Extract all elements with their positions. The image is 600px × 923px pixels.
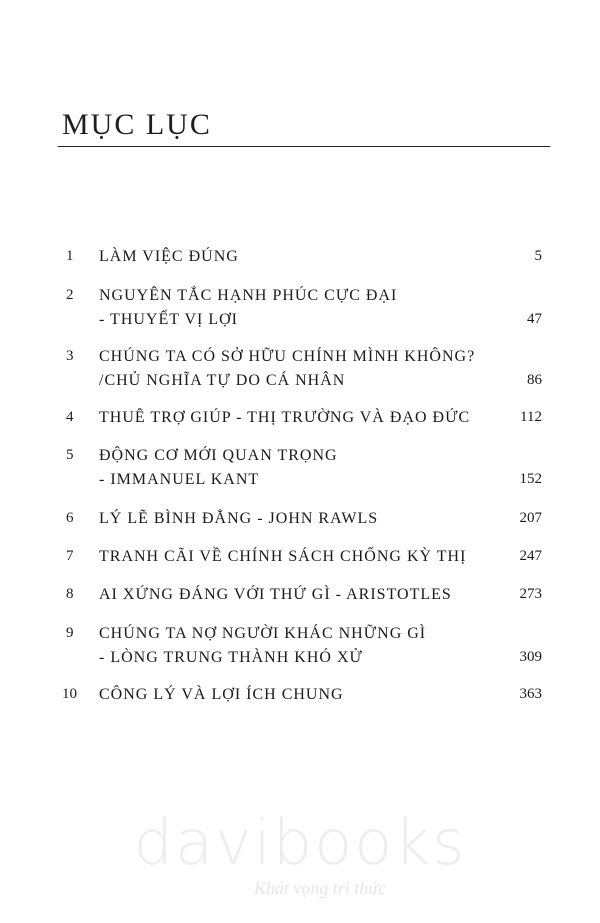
watermark-tagline: Khát vọng tri thức bbox=[253, 878, 387, 898]
toc-page-number: 363 bbox=[519, 686, 542, 702]
toc-number: 8 bbox=[66, 586, 74, 602]
toc-number: 5 bbox=[66, 447, 74, 463]
toc-page-number: 5 bbox=[534, 248, 542, 264]
toc-title-line: THUÊ TRỢ GIÚP - THỊ TRƯỜNG VÀ ĐẠO ĐỨC bbox=[99, 409, 471, 426]
toc-page-number: 273 bbox=[519, 586, 542, 602]
toc-page-number: 207 bbox=[519, 510, 542, 526]
toc-title-line: NGUYÊN TẮC HẠNH PHÚC CỰC ĐẠI bbox=[99, 287, 398, 304]
watermark bbox=[0, 806, 600, 899]
toc-number: 4 bbox=[66, 409, 74, 425]
toc-title-line: LÀM VIỆC ĐÚNG bbox=[99, 248, 239, 265]
toc-title-line: - IMMANUEL KANT bbox=[99, 471, 260, 488]
toc-title-line: ĐỘNG CƠ MỚI QUAN TRỌNG bbox=[99, 447, 338, 464]
toc-title-line: CÔNG LÝ VÀ LỢI ÍCH CHUNG bbox=[99, 686, 344, 703]
toc-title-line: /CHỦ NGHĨA TỰ DO CÁ NHÂN bbox=[99, 372, 346, 389]
toc-page-number: 309 bbox=[519, 649, 542, 665]
toc-number: 6 bbox=[66, 510, 74, 526]
toc-number: 7 bbox=[66, 548, 74, 564]
toc-number: 10 bbox=[62, 686, 77, 702]
toc-title-line: - THUYẾT VỊ LỢI bbox=[99, 311, 238, 328]
toc-number: 1 bbox=[66, 248, 74, 264]
toc-number: 2 bbox=[66, 287, 74, 303]
title-rule bbox=[58, 146, 550, 147]
toc-number: 3 bbox=[66, 348, 74, 364]
toc-title-line: AI XỨNG ĐÁNG VỚI THỨ GÌ - ARISTOTLES bbox=[99, 586, 452, 603]
toc-page-number: 152 bbox=[519, 471, 542, 487]
toc-page-number: 112 bbox=[520, 409, 542, 425]
toc-page-number: 47 bbox=[527, 311, 542, 327]
toc-title-line: CHÚNG TA NỢ NGƯỜI KHÁC NHỮNG GÌ bbox=[99, 625, 427, 642]
toc-page-number: 86 bbox=[527, 372, 542, 388]
watermark-brand: davibooks bbox=[133, 806, 467, 879]
toc-page-number: 247 bbox=[519, 548, 542, 564]
page-title: MỤC LỤC bbox=[62, 108, 212, 141]
toc-title-line: - LÒNG TRUNG THÀNH KHÓ XỬ bbox=[99, 649, 363, 666]
toc-title-line: TRANH CÃI VỀ CHÍNH SÁCH CHỐNG KỲ THỊ bbox=[99, 548, 467, 565]
toc-title-line: CHÚNG TA CÓ SỞ HỮU CHÍNH MÌNH KHÔNG? bbox=[99, 348, 476, 365]
toc-title-line: LÝ LẼ BÌNH ĐẲNG - JOHN RAWLS bbox=[99, 510, 379, 527]
toc-number: 9 bbox=[66, 625, 74, 641]
